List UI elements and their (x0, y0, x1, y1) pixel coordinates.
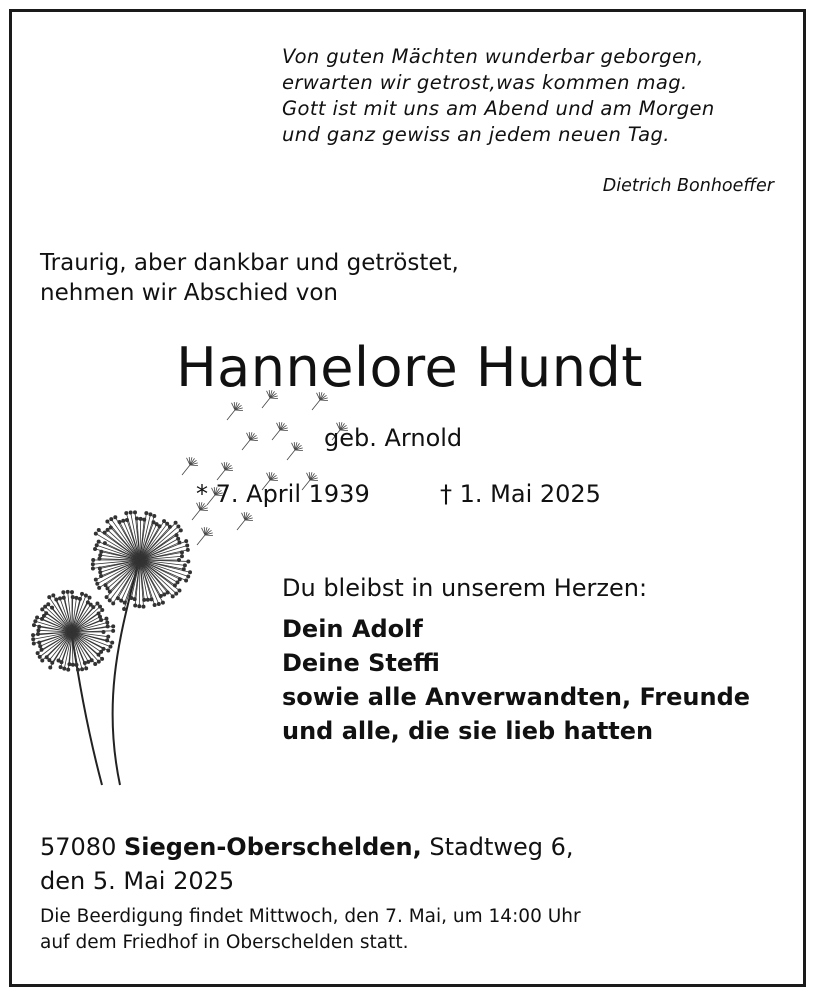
intro-text (40, 248, 459, 308)
funeral-line: auf dem Friedhof in Oberschelden statt. (40, 932, 409, 953)
poem-line: Gott ist mit uns am Abend und am Morgen (282, 97, 715, 120)
mourner: Dein Adolf (282, 615, 423, 643)
maiden-name: geb. Arnold (324, 424, 463, 452)
intro-line: Traurig, aber dankbar und getröstet, (40, 250, 459, 276)
poem-line: Von guten Mächten wunderbar geborgen, (282, 45, 704, 68)
mourner: Deine Steffi (282, 649, 440, 677)
city: Siegen-Oberschelden, (124, 833, 422, 861)
deceased-name: Hannelore Hundt (176, 336, 643, 399)
mourner: und alle, die sie lieb hatten (282, 717, 654, 745)
death-date: † 1. Mai 2025 (440, 480, 601, 508)
poem-line: erwarten wir getrost,was kommen mag. (282, 71, 688, 94)
intro-line: nehmen wir Abschied von (40, 280, 338, 306)
address-block (40, 830, 574, 898)
heart-line: Du bleibst in unserem Herzen: (282, 574, 648, 602)
address-date: den 5. Mai 2025 (40, 867, 235, 895)
birth-date: * 7. April 1939 (196, 480, 370, 508)
poem-line: und ganz gewiss an jedem neuen Tag. (282, 123, 670, 146)
mourners-list (282, 612, 750, 748)
street: Stadtweg 6, (429, 833, 574, 861)
poem-author: Dietrich Bonhoeffer (602, 176, 774, 196)
funeral-line: Die Beerdigung findet Mittwoch, den 7. Mai, um 14:00 Uhr (40, 906, 581, 927)
address-line (40, 830, 574, 864)
poem-quote (282, 44, 782, 148)
postal-code: 57080 (40, 833, 117, 861)
mourner: sowie alle Anverwandten, Freunde (282, 683, 751, 711)
funeral-info (40, 904, 581, 956)
